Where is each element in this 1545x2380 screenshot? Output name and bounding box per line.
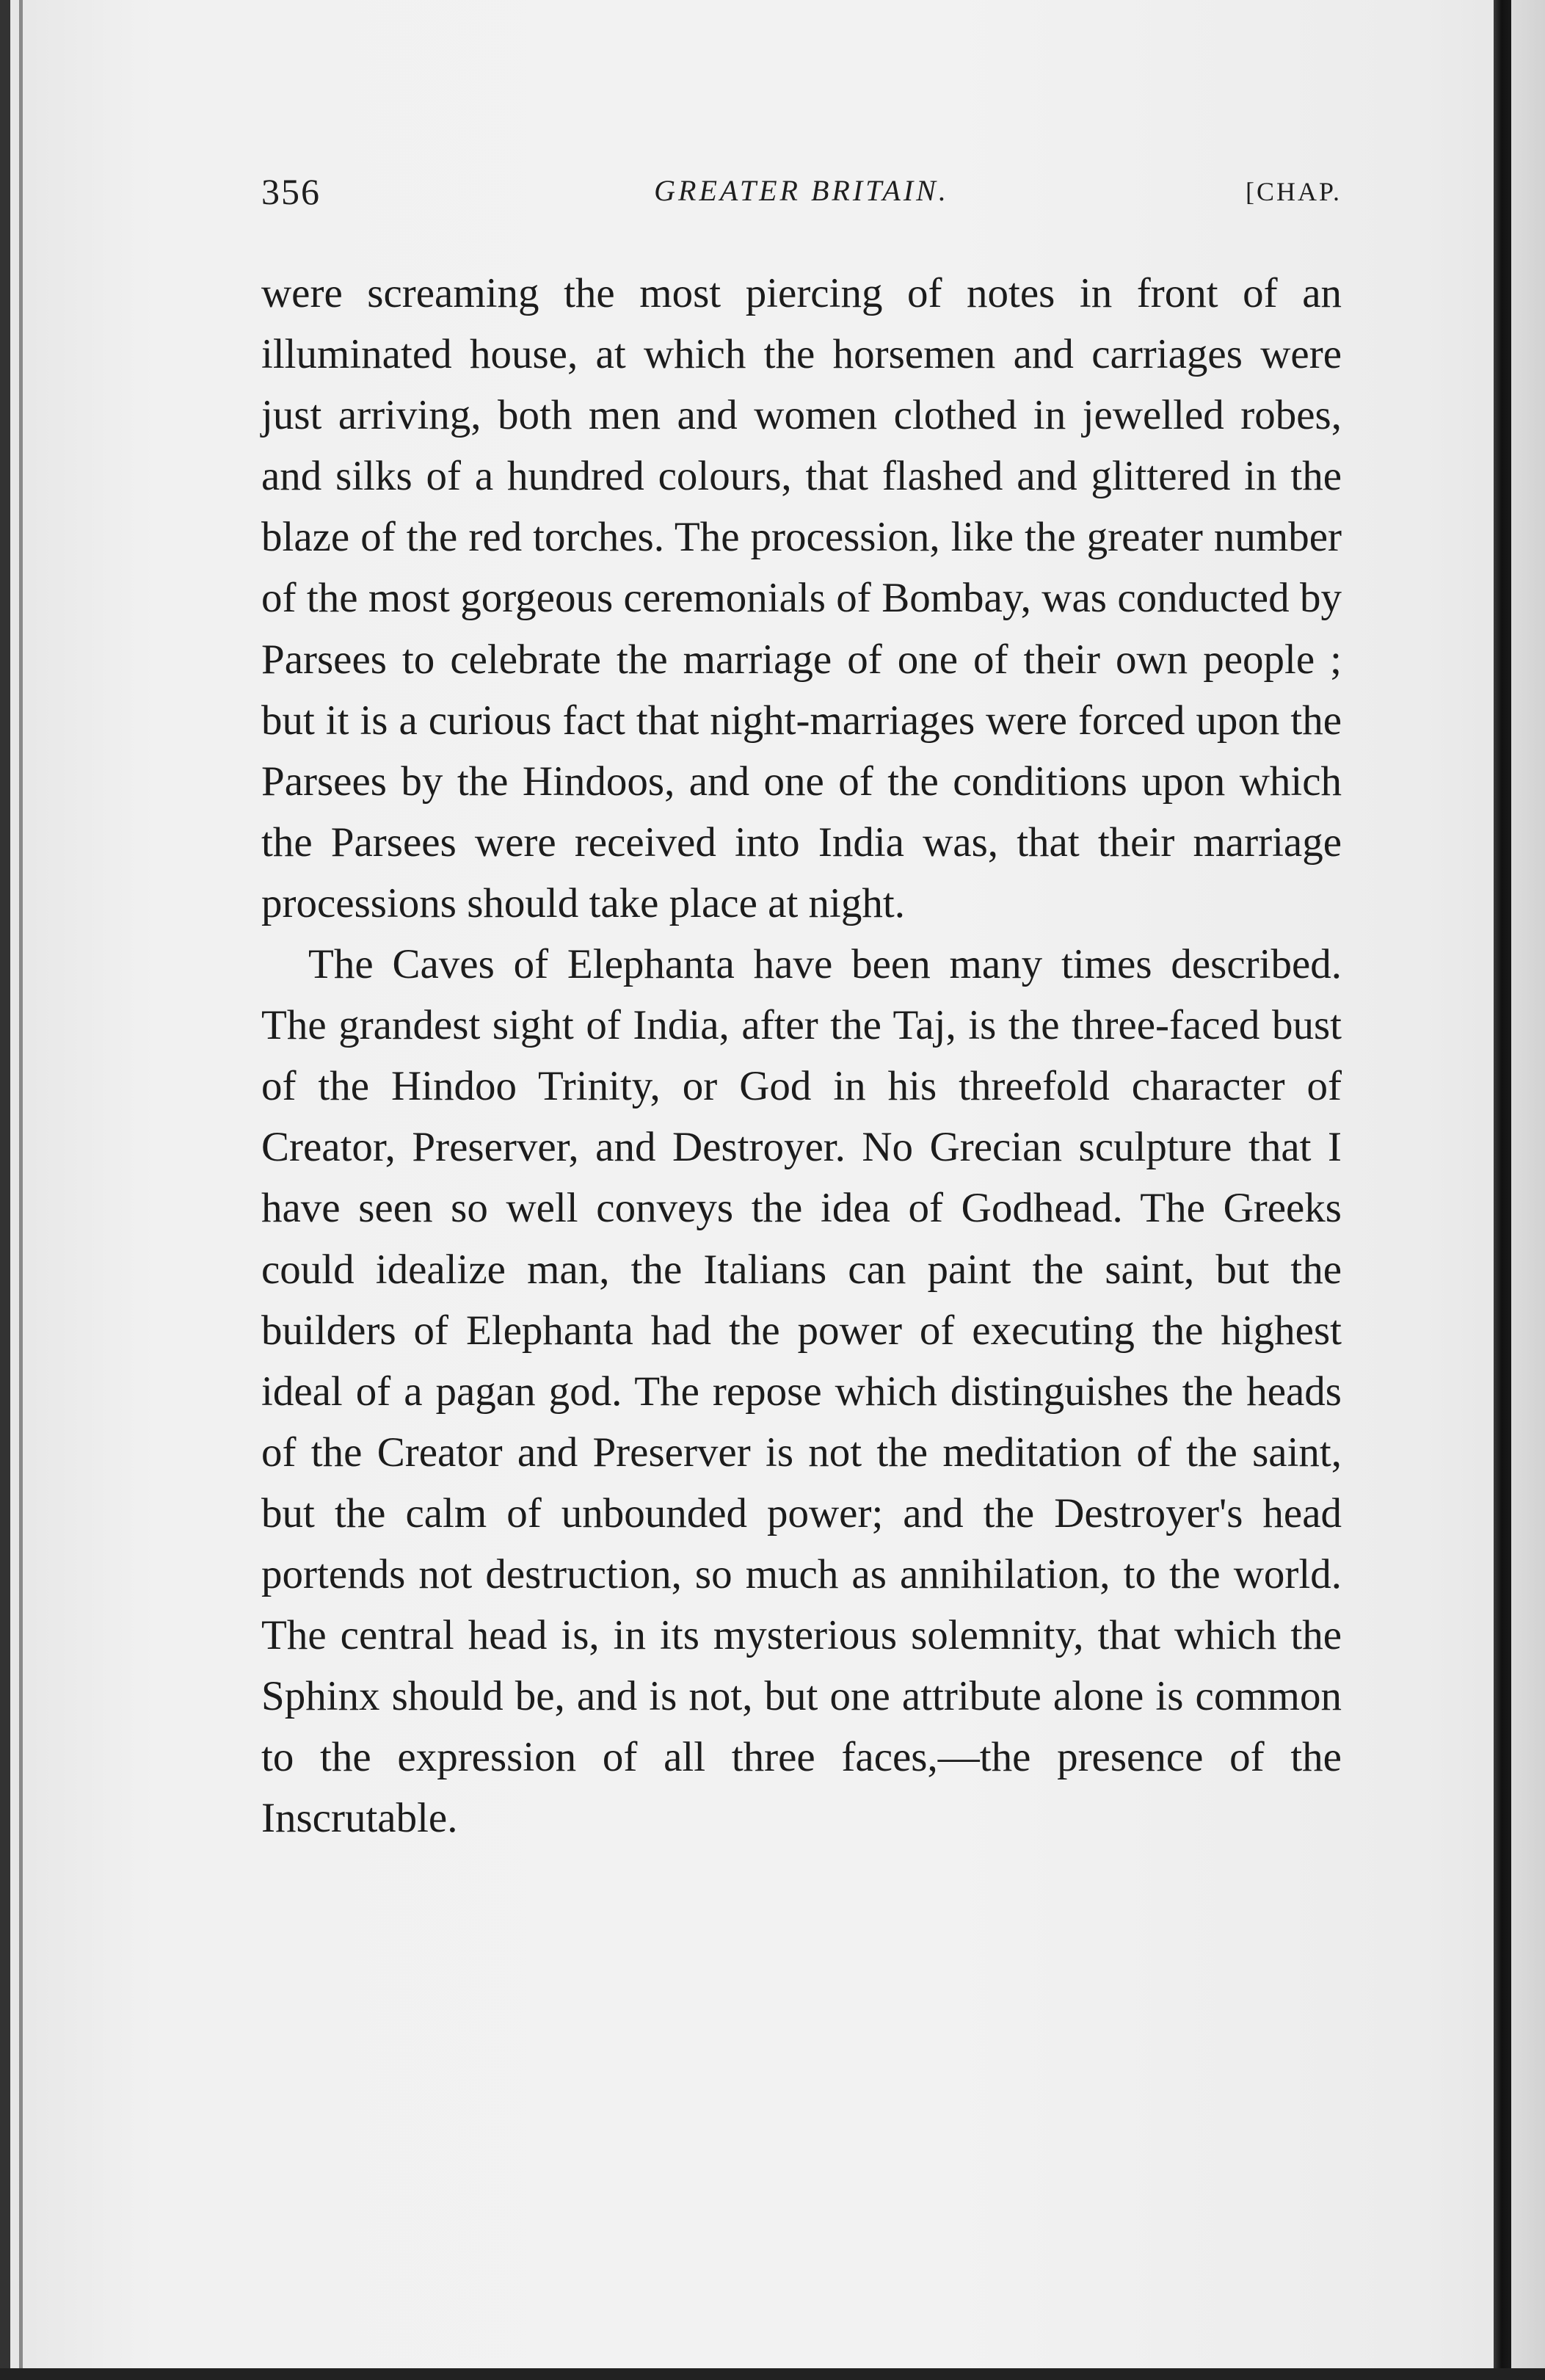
page-edge-left-line <box>19 0 23 2380</box>
page-edge-right <box>1511 0 1545 2380</box>
body-text <box>261 263 1342 1849</box>
page-number: 356 <box>261 171 321 212</box>
chapter-label: [CHAP. <box>1245 177 1342 206</box>
paragraph-elephanta: The Caves of Elephanta have been many times described. The grandest sight of India, after the Taj, is the three-faced bust of the Hindoo Trinity, or God in his threefold character of Creator, Preserver, and Destroyer. No Grecian sculpture that I have seen so well conveys the idea of Godhead. The Greeks could idealize man, the Italians can paint the saint, but the builders of Elephanta had the power of executing the highest ideal of a pagan god. The repose which distinguishes the heads of the Creator and Preserver is not the meditation of the saint, but the calm of unbounded power; and the Destroyer's head portends not destruction, so much as annihilation, to the world. The central head is, in its mysterious solemnity, that which the Sphinx should be, and is not, but one attribute alone is common to the expression of all three faces,—the presence of the Inscrutable. <box>261 941 1342 1842</box>
page-edge-bottom <box>0 2368 1545 2380</box>
paragraph-continued: were screaming the most piercing of notes in front of an illuminated house, at which the horsemen and carriages were just arriving, both men and women clothed in jewelled robes, and silks of a hundred colours, that flashed and glittered in the blaze of the red torches. The procession, like the greater number of the most gorgeous ceremonials of Bombay, was conducted by Parsees to celebrate the marriage of one of their own people ; but it is a curious fact that night-marriages were forced upon the Parsees by the Hindoos, and one of the conditions upon which the Parsees were received into India was, that their marriage processions should take place at night. <box>261 270 1342 926</box>
running-header <box>261 170 1342 222</box>
running-title: GREATER BRITAIN. <box>654 174 949 207</box>
page-gutter-shadow <box>1494 0 1511 2380</box>
page-edge-left <box>0 0 10 2380</box>
